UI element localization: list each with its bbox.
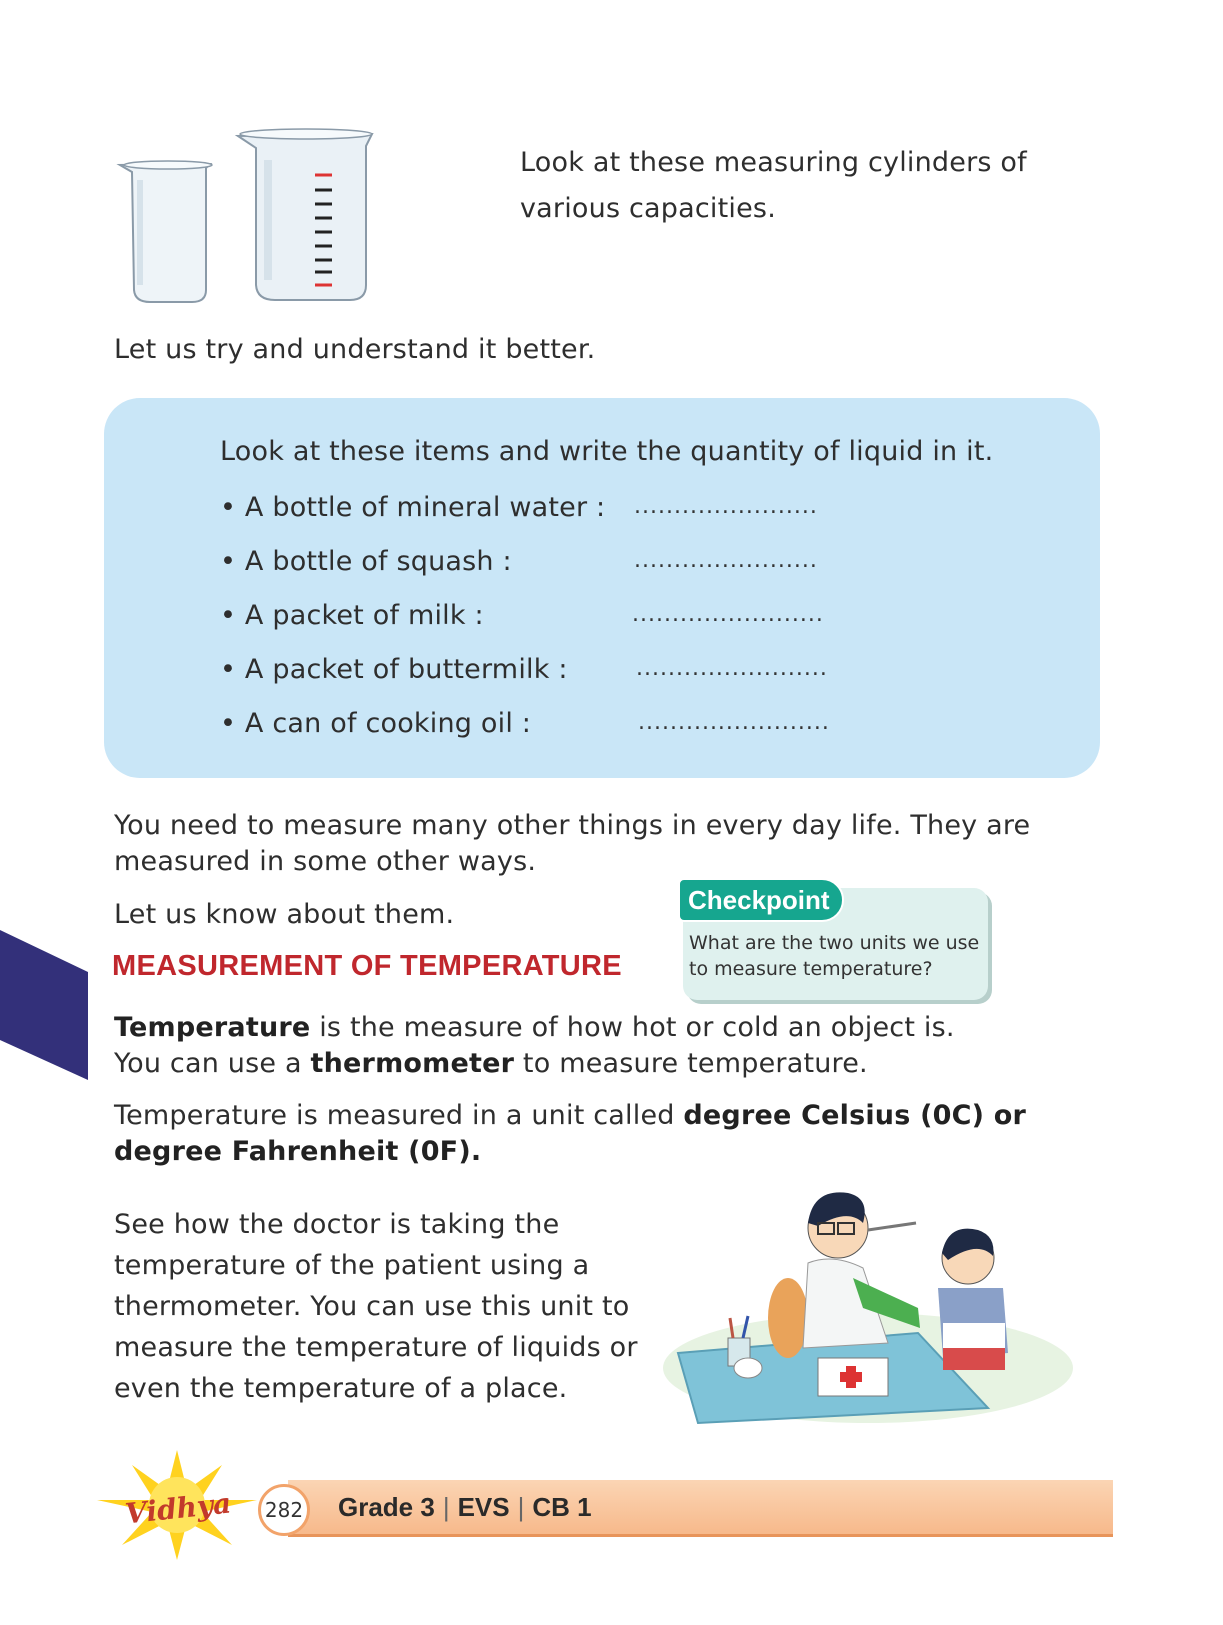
know-them-text: Let us know about them. [114, 899, 455, 930]
section-heading: MEASUREMENT OF TEMPERATURE [112, 950, 622, 982]
footer-grade: Grade 3 [338, 1492, 435, 1522]
units-bold: degree Celsius (0C) or degree Fahrenheit (0F). [114, 1100, 1027, 1167]
activity-item: • A bottle of squash : [220, 546, 512, 577]
activity-item: • A bottle of mineral water : [220, 492, 606, 523]
units-intro: Temperature is measured in a unit called [114, 1100, 684, 1131]
footer-separator: | [517, 1492, 525, 1522]
answer-blank[interactable]: ....................... [634, 494, 818, 519]
term-thermometer: thermometer [310, 1048, 515, 1079]
footer-subject: EVS [457, 1492, 510, 1522]
footer-book-info [338, 1492, 592, 1523]
activity-box [104, 398, 1100, 778]
doctor-paragraph: See how the doctor is taking the temperature of the patient using a thermometer. You can use this unit to measure the temperature of liquids or even the temperature of a place. [114, 1209, 638, 1404]
thermometer-rest: to measure temperature. [514, 1048, 868, 1079]
definition-text: is the measure of how hot or cold an object is. [310, 1012, 955, 1043]
answer-blank[interactable]: ........................ [638, 710, 830, 735]
intro-text: Look at these measuring cylinders of various capacities. [520, 147, 1027, 224]
answer-blank[interactable]: ....................... [634, 548, 818, 573]
answer-blank[interactable]: ........................ [632, 602, 824, 627]
footer-book: CB 1 [532, 1492, 592, 1522]
checkpoint-label: Checkpoint [678, 878, 844, 922]
vidhya-logo-text: Vidhya [123, 1486, 233, 1531]
term-temperature: Temperature [114, 1012, 311, 1043]
understand-text: Let us try and understand it better. [114, 334, 596, 365]
thermometer-intro: You can use a [114, 1048, 311, 1079]
activity-item: • A can of cooking oil : [220, 708, 532, 739]
page-number: 282 [258, 1484, 310, 1536]
checkpoint-question: What are the two units we use to measure temperature? [689, 932, 980, 980]
doctor-patient-illustration [658, 1168, 1078, 1428]
measure-paragraph: You need to measure many other things in every day life. They are measured in some other ways. [114, 810, 1031, 877]
footer-separator: | [442, 1492, 450, 1522]
temperature-definition [114, 1010, 1074, 1082]
measuring-cylinders-illustration [110, 120, 390, 320]
activity-item: • A packet of milk : [220, 600, 484, 631]
answer-blank[interactable]: ........................ [636, 656, 828, 681]
activity-title: Look at these items and write the quantity of liquid in it. [220, 436, 994, 467]
activity-item: • A packet of buttermilk : [220, 654, 568, 685]
side-tab-decoration [0, 930, 88, 1080]
temperature-units [114, 1098, 1074, 1170]
